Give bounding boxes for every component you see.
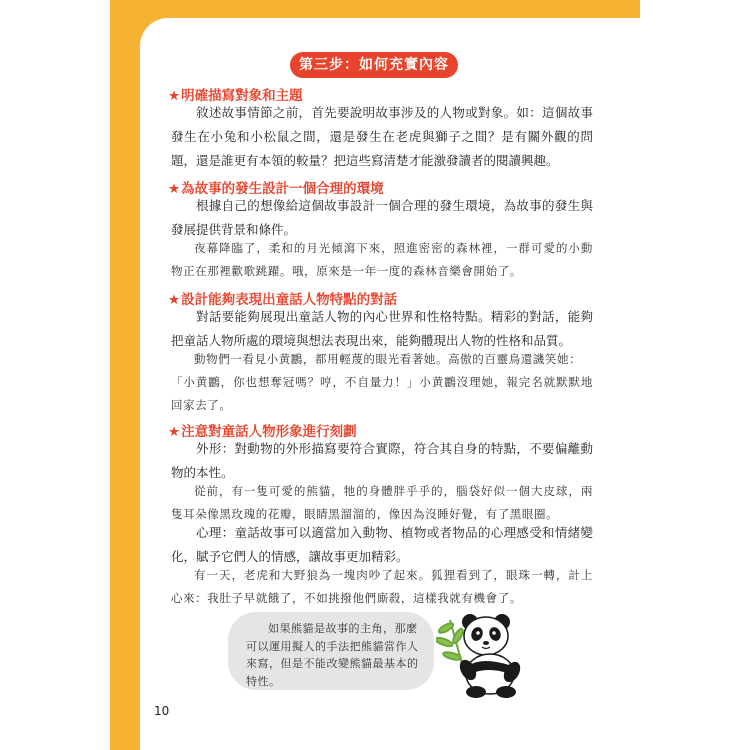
section-4-paragraph-psychology: 心理：童話故事可以適當加入動物、植物或者物品的心理感受和情緒變化，賦予它們人的情感，讓故事更加精彩。	[171, 525, 593, 564]
star-bullet-icon: ★	[168, 424, 181, 440]
section-heading-3: ★設計能夠表現出童話人物特點的對話	[168, 292, 398, 308]
section-4-paragraph-appearance: 外形：對動物的外形描寫要符合實際，符合其自身的特點，不要偏離動物的本性。	[171, 441, 593, 480]
section-4-example-appearance: 從前，有一隻可愛的熊貓，牠的身體胖乎乎的，腦袋好似一個大皮球，兩隻耳朵像黑玫瑰的花瓣，眼睛黑溜溜的，像因為沒睡好覺，有了黑眼圈。	[171, 484, 593, 521]
section-heading-4: ★注意對童話人物形象進行刻劃	[168, 424, 357, 440]
section-1-paragraph: 敘述故事情節之前，首先要說明故事涉及的人物或對象。如：這個故事發生在小兔和小松鼠之間，還是發生在老虎與獅子之間？是有關外觀的問題，還是誰更有本領的較量？把這些寫清楚才能激發讀者的閱讀興趣。	[171, 105, 593, 168]
section-heading-2: ★為故事的發生設計一個合理的環境	[168, 181, 384, 197]
star-bullet-icon: ★	[168, 292, 181, 308]
page-number: 10	[154, 704, 170, 718]
star-bullet-icon: ★	[168, 181, 181, 197]
page-title: 第三步：如何充實內容	[290, 52, 458, 78]
panda-with-bamboo-icon	[436, 608, 528, 698]
section-2-example: 夜幕降臨了，柔和的月光傾瀉下來，照進密密的森林裡，一群可愛的小動物正在那裡歡歌跳躍。哦，原來是一年一度的森林音樂會開始了。	[171, 241, 593, 278]
section-2-paragraph: 根據自己的想像給這個故事設計一個合理的發生環境，為故事的發生與發展提供背景和條件。	[171, 198, 593, 237]
section-3-paragraph: 對話要能夠展現出童話人物的內心世界和性格特點。精彩的對話，能夠把童話人物所處的環境與想法表現出來，能夠體現出人物的性格和品質。	[171, 309, 593, 348]
section-3-example-2: 「小黄鸝，你也想奪冠嗎？哼，不自量力！」小黄鸝沒理她，報完名就默默地回家去了。	[171, 375, 593, 412]
star-bullet-icon: ★	[168, 88, 181, 104]
section-3-example-1: 動物們一看見小黄鸝，都用輕蔑的眼光看著她。高傲的百靈鳥還譏笑她：	[194, 352, 582, 366]
tip-text: 如果熊貓是故事的主角，那麼可以運用擬人的手法把熊貓當作人來寫，但是不能改變熊貓最基本的特性。	[246, 622, 419, 688]
section-4-example-psychology: 有一天，老虎和大野狼為一塊肉吵了起來。狐狸看到了，眼珠一轉，計上心來：我肚子早就餓了，不如挑撥他們廝殺，這樣我就有機會了。	[171, 568, 593, 605]
section-heading-1: ★明確描寫對象和主題	[168, 88, 303, 104]
tip-bubble	[228, 612, 434, 690]
